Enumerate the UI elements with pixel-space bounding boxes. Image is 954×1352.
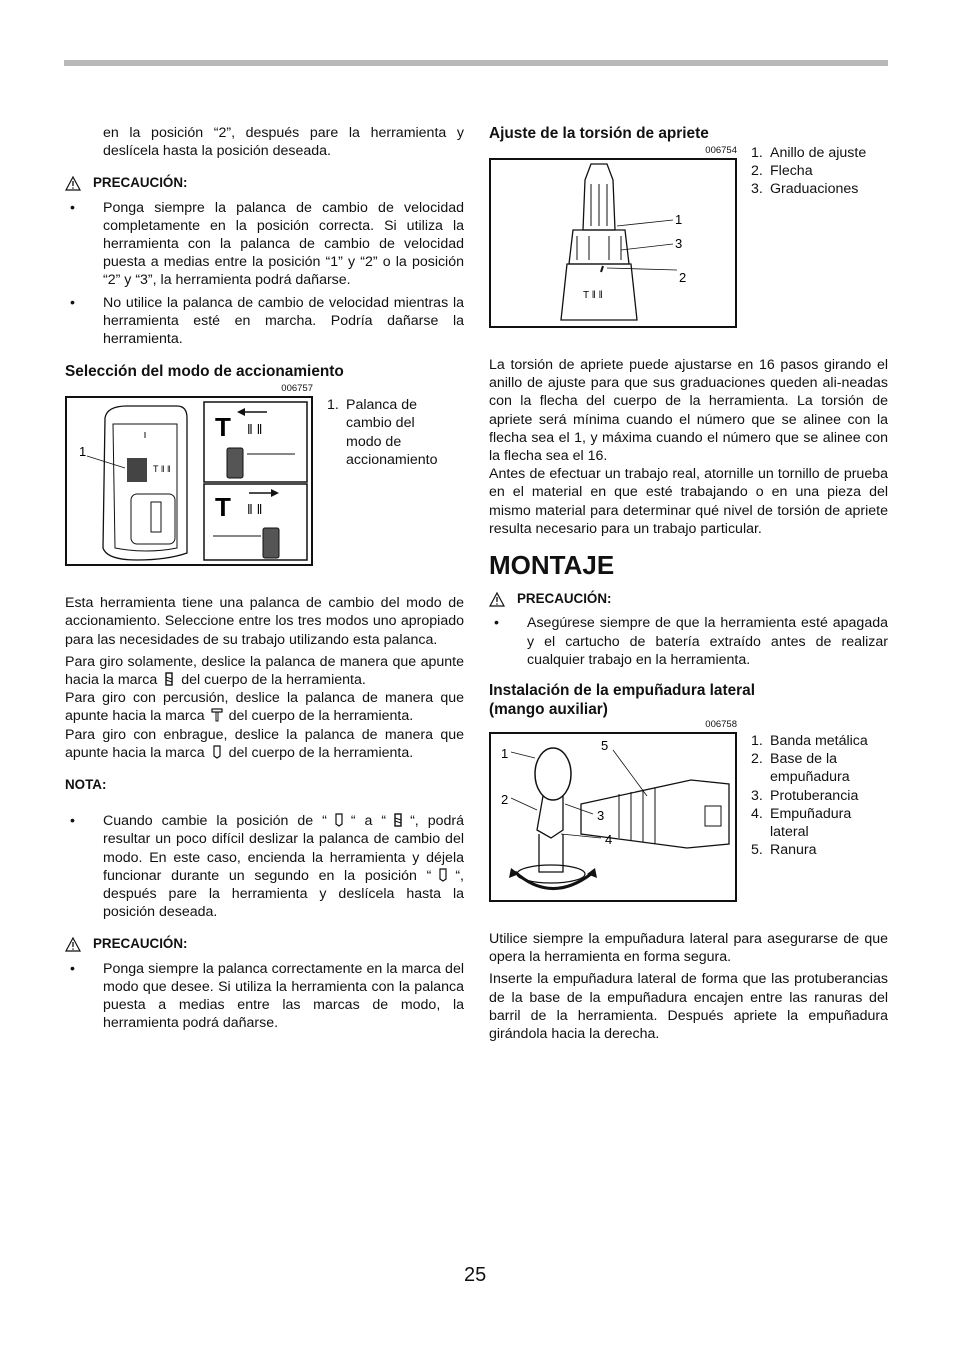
drill-chuck-illustration xyxy=(491,160,735,326)
paragraph: La torsión de apriete puede ajustarse en 16 pasos girando el anillo de ajuste para que sus graduaciones queden ali-neadas con la flecha del cuerpo de la herramienta. La torsión de apriete será mínima cuando el número que se alinee con la flecha sea el 1, y máxima cuando el número que se alinee con la flecha sea el 16. xyxy=(489,357,888,465)
screw-icon xyxy=(211,745,223,759)
figure-callout: 1 xyxy=(675,212,683,227)
caution-heading-3 xyxy=(489,590,888,608)
figure-callout: 2 xyxy=(501,792,509,808)
figure-handle-row xyxy=(489,732,888,902)
warning-triangle-icon xyxy=(65,937,81,952)
hammer-icon xyxy=(211,708,223,722)
figure-callout: 1 xyxy=(79,444,87,460)
paragraph: Utilice siempre la empuñadura lateral para asegurarse de que opera la herramienta en forma segura. xyxy=(489,931,888,966)
paragraph: Antes de efectuar un trabajo real, atornille un tornillo de prueba en el material en que esté trabajando o en una pieza del mismo material para determinar qué nivel de torsión de apriete resulta necesario para un trabajo particular. xyxy=(489,466,888,537)
svg-text:T: T xyxy=(215,492,231,523)
legend-item: 4. Empuñadura lateral xyxy=(751,805,852,841)
side-handle-illustration xyxy=(491,734,735,900)
warning-triangle-icon xyxy=(65,176,81,191)
figure-callout: 5 xyxy=(601,738,609,754)
svg-text:‖ ‖: ‖ ‖ xyxy=(247,421,263,438)
top-rule xyxy=(64,60,888,66)
screw-icon xyxy=(333,813,345,827)
figure-code: 006757 xyxy=(281,383,313,395)
drill-top-view-illustration xyxy=(67,398,311,564)
intro-paragraph: en la posición “2”, después pare la herramienta y deslícela hasta la posición deseada. xyxy=(103,125,464,160)
caution-heading-2 xyxy=(65,935,464,953)
figure-mode-row xyxy=(65,396,464,566)
svg-text:T: T xyxy=(215,412,231,443)
legend-item: 2. Base de la empuñadura xyxy=(751,751,850,786)
rotation-only-icon xyxy=(392,813,404,827)
figure-legend xyxy=(737,144,888,328)
figure-code: 006754 xyxy=(705,145,737,156)
figure-callout: 3 xyxy=(597,808,605,824)
note-label: NOTA: xyxy=(65,777,107,793)
paragraph: Para giro con enbrague, deslice la palanca de manera que apunte hacia la marca del cuerpo de la herramienta. xyxy=(65,726,464,761)
caution-label: PRECAUCIÓN: xyxy=(93,936,188,952)
legend-item: 1. Palanca de cambio del modo de accionamiento xyxy=(327,397,438,468)
legend-item: 2. Flecha xyxy=(751,163,813,180)
legend-item: 3. Graduaciones xyxy=(751,181,859,198)
svg-text:T ‖ ‖: T ‖ ‖ xyxy=(583,290,603,301)
warning-triangle-icon xyxy=(489,592,505,607)
figure-code: 006758 xyxy=(705,719,737,731)
caution-item: • No utilice la palanca de cambio de velocidad mientras la herramienta esté en marcha. Podría dañarse la herramienta. xyxy=(70,294,464,348)
svg-text:T ‖ ‖: T ‖ ‖ xyxy=(153,464,171,475)
paragraph: Para giro con percusión, deslice la palanca de manera que apunte hacia la marca del cuerpo de la herramienta. xyxy=(65,690,464,725)
legend-item: 3. Protuberancia xyxy=(751,787,859,804)
figure-legend xyxy=(737,732,888,902)
figure-callout: 1 xyxy=(501,746,509,762)
figure-side-handle xyxy=(489,732,737,902)
left-column xyxy=(65,124,464,1037)
section-title-torque: Ajuste de la torsión de apriete xyxy=(489,125,709,142)
rotation-only-icon xyxy=(163,672,175,686)
note-item: • Cuando cambie la posición de “ “ a “ “, podrá resultar un poco difícil deslizar la palanca de cambio del modo. En este caso, encienda la herramienta y déjela funcionar durante un segundo en la posición “ “, después pare la herramienta y deslícela hasta la posición deseada. xyxy=(70,813,464,921)
paragraph: Esta herramienta tiene una palanca de cambio del modo de accionamiento. Seleccione entre los tres modos uno apropiado para las necesidades de su trabajo utilizando esta palanca. xyxy=(65,595,464,648)
legend-item: 5. Ranura xyxy=(751,842,817,859)
section-title-handle: Instalación de la empuñadura lateral (mango auxiliar) xyxy=(489,682,755,719)
caution-item: • Ponga siempre la palanca de cambio de velocidad completamente en la posición correcta. Si utiliza la herramienta con la palanca de cambio de velocidad puesta a medias entre la posición “1” y “2” o la posición “2” y “3”, la herramienta podrá dañarse. xyxy=(70,199,464,289)
figure-legend xyxy=(313,396,445,566)
screw-icon xyxy=(437,868,449,882)
page-number: 25 xyxy=(464,1264,487,1286)
legend-item: 1. Anillo de ajuste xyxy=(751,145,867,161)
svg-text:‖ ‖: ‖ ‖ xyxy=(247,501,263,518)
figure-callout: 2 xyxy=(679,270,687,285)
figure-mode-lever xyxy=(65,396,313,566)
caution-item: • Asegúrese siempre de que la herramienta esté apagada y el cartucho de batería extraído antes de realizar cualquier trabajo en la herramienta. xyxy=(494,615,888,668)
heading-montaje: MONTAJE xyxy=(489,550,615,581)
paragraph: Inserte la empuñadura lateral de forma que las protuberancias de la base de la empuñadura encajen entre las ranuras del barril de la herramienta. Después apriete la empuñadura girándola hacia la derecha. xyxy=(489,971,888,1043)
right-column xyxy=(489,124,888,1047)
figure-callout: 4 xyxy=(605,832,613,848)
section-title-mode: Selección del modo de accionamiento xyxy=(65,363,344,381)
legend-item: 1. Banda metálica xyxy=(751,733,868,750)
paragraph: Para giro solamente, deslice la palanca de manera que apunte hacia la marca del cuerpo de la herramienta. xyxy=(65,653,464,689)
figure-torque xyxy=(489,158,737,328)
figure-callout: 3 xyxy=(675,236,683,251)
caution-item: • Ponga siempre la palanca correctamente en la marca del modo que desee. Si utiliza la herramienta con la palanca puesta a medias entre las marcas de modo, la herramienta podrá dañarse. xyxy=(70,960,464,1032)
caution-label: PRECAUCIÓN: xyxy=(517,591,612,607)
caution-heading-1 xyxy=(65,174,464,192)
caution-label: PRECAUCIÓN: xyxy=(93,175,188,191)
